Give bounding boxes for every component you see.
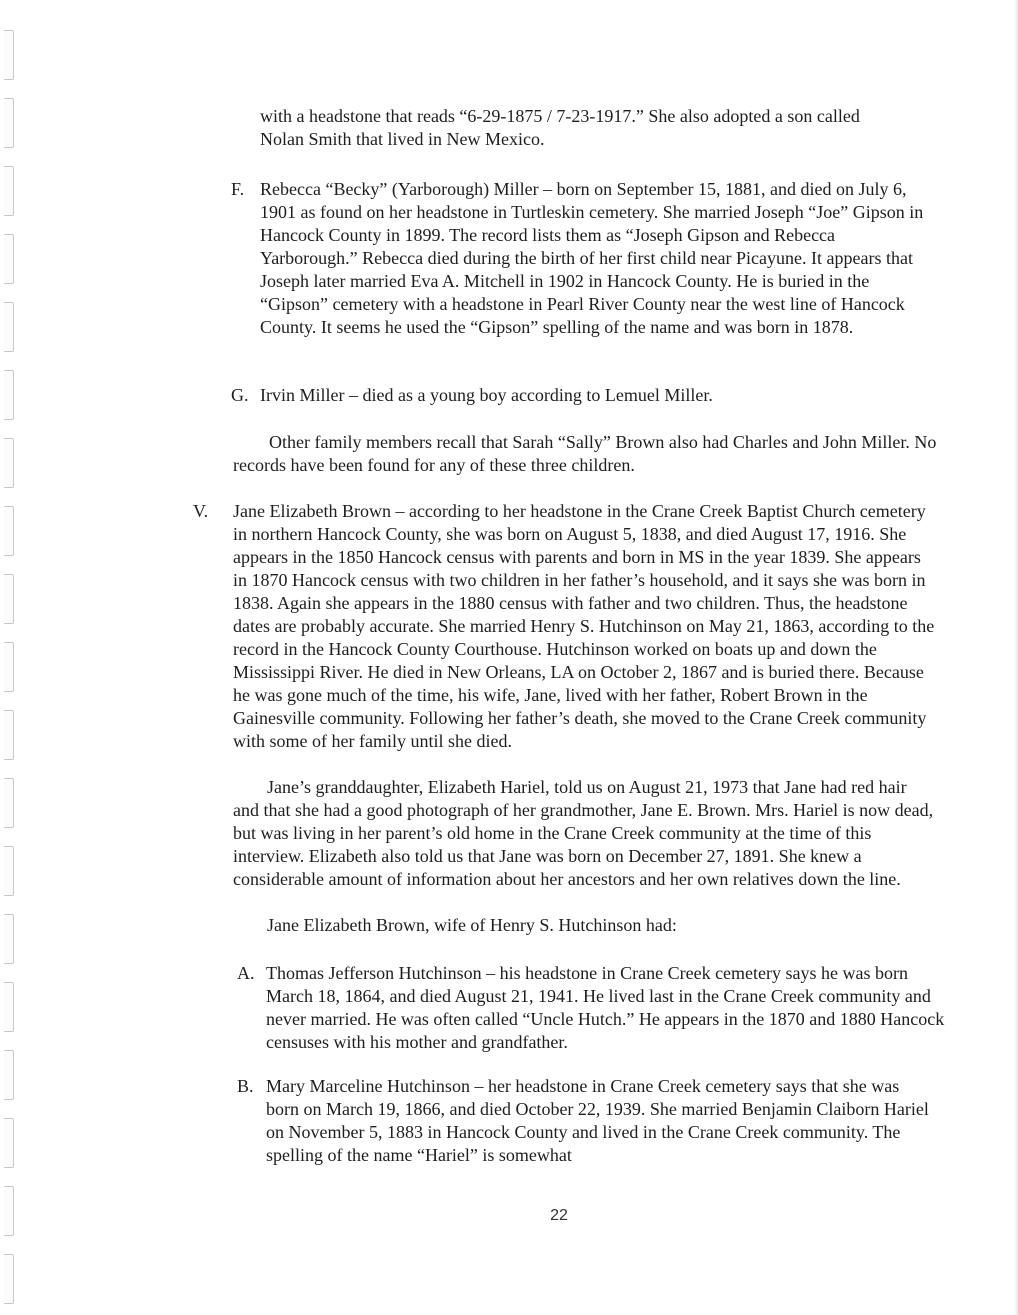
continued-paragraph: with a headstone that reads “6-29-1875 / 7-23-1917.” She also adopted a son called Nolan Smith that lived in New Mexico. — [260, 106, 860, 149]
section-v-marker: V. — [193, 501, 209, 521]
item-f-marker: F. — [231, 179, 245, 199]
child-b-text: Mary Marceline Hutchinson – her headstone in Crane Creek cemetery says that she was born on March 19, 1866, and died October 22, 1939. She married Benjamin Claiborn Hariel on November 5, 1883 in Hancock County and lived in the Crane Creek community. The spelling of the name “Hariel” is somewhat — [266, 1076, 929, 1165]
page-number: 22 — [550, 1207, 568, 1224]
item-g-text: Irvin Miller – died as a young boy according to Lemuel Miller. — [260, 385, 713, 405]
item-g-marker: G. — [231, 385, 249, 405]
children-intro: Jane Elizabeth Brown, wife of Henry S. Hutchinson had: — [267, 915, 677, 935]
item-f-text: Rebecca “Becky” (Yarborough) Miller – born on September 15, 1881, and died on July 6, 1901 as found on her headstone in Turtleskin cemetery. She married Joseph “Joe” Gipson in Hancock County in 1899. The record lists them as “Joseph Gipson and Rebecca Yarborough.” Rebecca died during the birth of her first child near Picayune. It appears that Joseph later married Eva A. Mitchell in 1902 in Hancock County. He is buried in the “Gipson” cemetery with a headstone in Pearl River County near the west line of Hancock County. It seems he used the “Gipson” spelling of the name and was born in 1878. — [260, 179, 924, 337]
section-v-text: Jane Elizabeth Brown – according to her headstone in the Crane Creek Baptist Church cemetery in northern Hancock County, she was born on August 5, 1838, and died August 17, 1916. She appears in the 1850 Hancock census with parents and born in MS in the year 1839. She appears in 1870 Hancock census with two children in her father’s household, and it says she was born in 1838. Again she appears in the 1880 census with father and two children. Thus, the headstone dates are probably accurate. She married Henry S. Hutchinson on May 21, 1863, according to the record in the Hancock County Courthouse. Hutchinson worked on boats up and down the Mississippi River. He died in New Orleans, LA on October 2, 1867 and is buried there. Because he was gone much of the time, his wife, Jane, lived with her father, Robert Brown in the Gainesville community. Following her father’s death, she moved to the Crane Creek community with some of her family until she died. — [233, 501, 935, 751]
child-a-marker: A. — [237, 963, 255, 983]
child-a-text: Thomas Jefferson Hutchinson – his headstone in Crane Creek cemetery says he was born March 18, 1864, and died August 21, 1941. He lived last in the Crane Creek community and never married. He was often called “Uncle Hutch.” He appears in the 1870 and 1880 Hancock censuses with his mother and grandfather. — [266, 963, 945, 1052]
granddaughter-paragraph: Jane’s granddaughter, Elizabeth Hariel, told us on August 21, 1973 that Jane had red hair and that she had a good photograph of her grandmother, Jane E. Brown. Mrs. Hariel is now dead, but was living in her parent’s old home in the Crane Creek community at the time of this interview. Elizabeth also told us that Jane was born on December 27, 1891. She knew a considerable amount of information about her ancestors and her own relatives down the line. — [233, 777, 934, 889]
child-b-marker: B. — [237, 1076, 254, 1096]
other-family-paragraph: Other family members recall that Sarah “Sally” Brown also had Charles and John Miller. No records have been found for any of these three children. — [233, 432, 937, 475]
